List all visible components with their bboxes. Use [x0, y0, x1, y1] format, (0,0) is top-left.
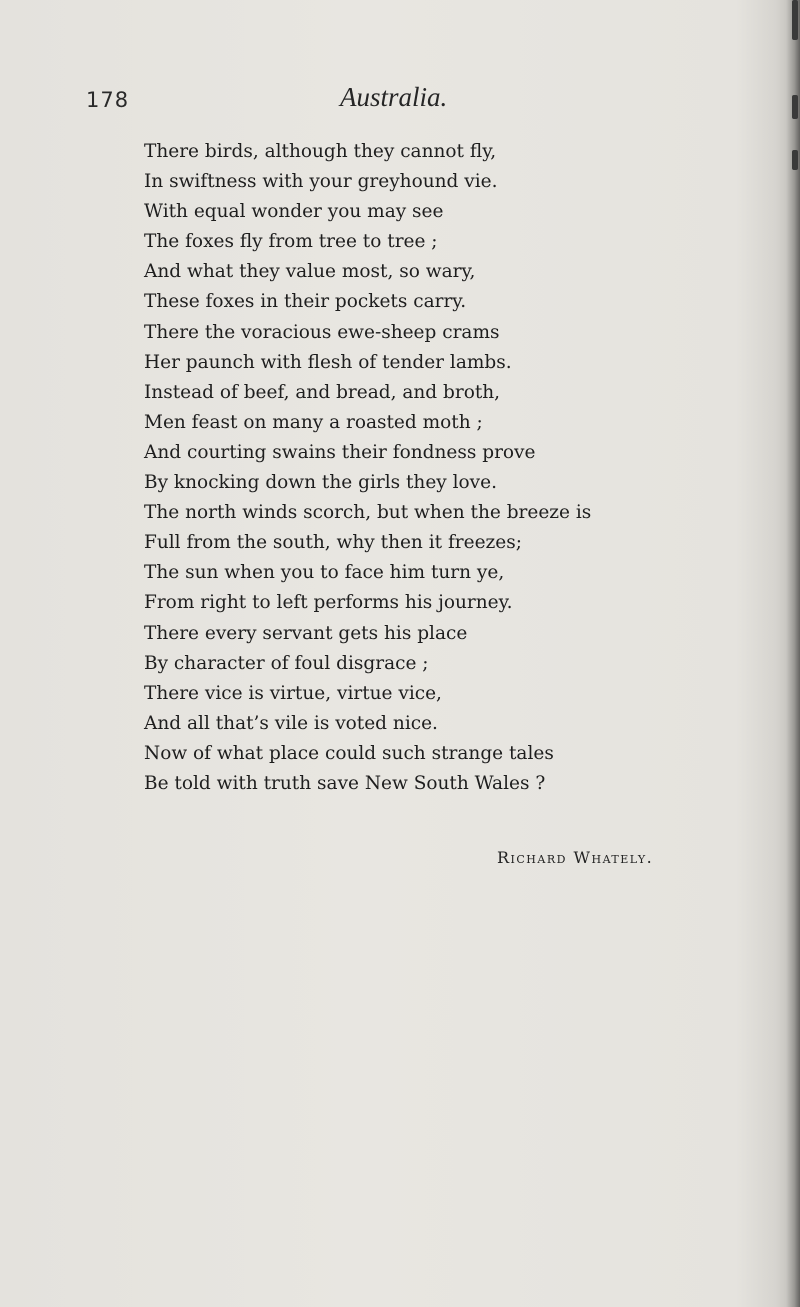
poem-line: And what they value most, so wary, — [144, 261, 476, 283]
poem-line: By knocking down the girls they love. — [144, 472, 497, 494]
poem-line: There birds, although they cannot fly, — [144, 141, 497, 162]
poem-line: The sun when you to face him turn ye, — [144, 562, 505, 584]
binding-mark — [792, 0, 798, 40]
poem-body — [144, 137, 591, 799]
binding-mark — [792, 95, 798, 119]
poem-line: By character of foul disgrace ; — [144, 652, 429, 674]
page-number: 178 — [86, 88, 130, 112]
poem-line: The foxes fly from tree to tree ; — [144, 231, 438, 253]
poem-line: These foxes in their pockets carry. — [144, 291, 467, 313]
page-edge-shadow — [786, 0, 800, 1307]
poem-line: In swiftness with your greyhound vie. — [144, 171, 498, 193]
poem-line: Now of what place could such strange tales — [144, 742, 554, 764]
poem-line: Her paunch with flesh of tender lambs. — [144, 351, 512, 373]
poem-line: With equal wonder you may see — [144, 201, 444, 223]
poem-line: There vice is virtue, virtue vice, — [144, 682, 442, 704]
poem-line: Instead of beef, and bread, and broth, — [144, 381, 501, 403]
author-attribution: Richard Whately. — [497, 848, 654, 867]
poem-line: Full from the south, why then it freezes; — [144, 532, 522, 554]
poem-line: There the voracious ewe-sheep crams — [144, 321, 500, 343]
poem-line: The north winds scorch, but when the breeze is — [144, 502, 592, 524]
poem-line: And courting swains their fondness prove — [144, 441, 536, 463]
running-head: Australia. — [340, 82, 448, 112]
poem-line: From right to left performs his journey. — [144, 592, 513, 614]
poem-line: Men feast on many a roasted moth ; — [144, 411, 483, 433]
poem-line: And all that’s vile is voted nice. — [144, 712, 438, 734]
poem-line: Be told with truth save New South Wales ? — [144, 772, 546, 794]
poem-line: There every servant gets his place — [144, 622, 468, 644]
binding-mark — [792, 150, 798, 170]
